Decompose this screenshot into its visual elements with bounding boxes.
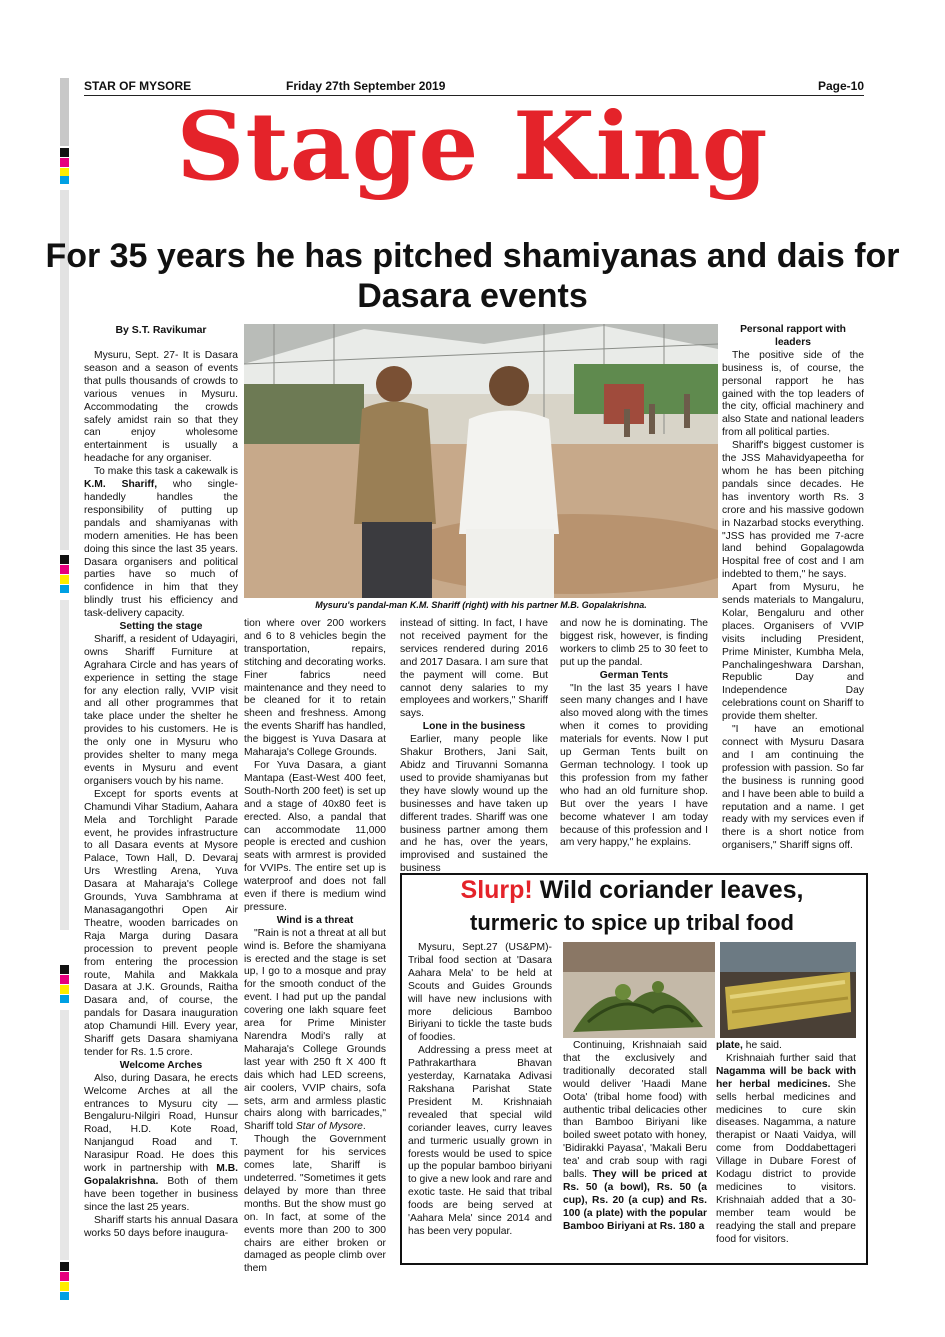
- text: Both of them have been together in business since the last 25 years.: [84, 1176, 238, 1213]
- paragraph: [84, 466, 238, 621]
- reg-black: [60, 555, 69, 564]
- section-heading: German Tents: [599, 669, 669, 681]
- turmeric-photo: [720, 942, 856, 1038]
- paragraph: Shariff starts his annual Dasara works 50 days before inaugura-: [84, 1214, 238, 1239]
- paragraph: "I have an emotional connect with Mysuru Dasara and I am continuing the profession with passion. So far the business is running good and I have been able to build a reputation and a name. I get ready with my services even if there is a short notice from organisers," Shariff signs off.: [722, 724, 864, 852]
- sidebar-column-3: [716, 1040, 856, 1247]
- paragraph: [84, 1073, 238, 1215]
- paragraph: For Yuva Dasara, a giant Mantapa (East-West 400 feet, South-North 200 feet) is set up and a stage of 40x80 feet is erected. Also, a pandal that can accommodate 11,000 people is erected and cushion seats with armrest is provided for VVIPs. The entire set up is waterproof and does not fall even if there is medium wind pressure.: [244, 759, 386, 913]
- byline: By S.T. Ravikumar: [115, 324, 207, 336]
- paragraph: Though the Government payment for his services comes late, Shariff is undeterred. "Sometimes it gets delayed by more than three months. But the show must go on. In fact, at some of the events more than 200 to 300 chairs are either broken or damaged as people climb over them: [244, 1134, 386, 1275]
- paragraph: Mysuru, Sept. 27- It is Dasara season and a season of events that pulls thousands of crowds to various venues in Mysuru. Accommodating the crowds safely amidst rain so that they can enjoy wholesome entertainment is usually a headache for any organiser.: [84, 350, 238, 465]
- text: Continuing, Krishnaiah said that the exclusively and traditionally decorated stall would deliver 'Haadi Mane Oota' (tribal home food) with authentic tribal delicacies other than Bamboo Biriyani like boiled sweet potato with honey, 'Bidirakki Payasa', 'Makali Beru tea' and crab soup with ragi balls.: [563, 1040, 707, 1181]
- photo-caption: Mysuru's pandal-man K.M. Shariff (right) with his partner M.B. Gopalakrishna.: [315, 600, 647, 610]
- text: Krishnaiah further said that: [726, 1052, 856, 1064]
- sidebar-subheadline: turmeric to spice up tribal food: [470, 910, 794, 935]
- paragraph: "In the last 35 years I have seen many changes and I have also moved along with the times when it comes to providing materials for events. Now I put up German Tents built on German technology. I took up this profession from my father who had an old furniture shop. But over the years I have become whatever I am today because of this profession and I am very happy," he explains.: [560, 682, 708, 849]
- reg-black: [60, 965, 69, 974]
- paragraph: Shariff's biggest customer is the JSS Mahavidyapeetha for whom he has been pitching pandals since decades. He has inventory worth Rs. 3 crore and his massive godown in Nazarbad stocks everything. "JSS has provided me 7-acre land behind Gopalagowda Hospital free of cost and I am indebted to them," he says.: [722, 440, 864, 581]
- sidebar-column-2: [563, 1040, 707, 1234]
- main-photo: [244, 324, 718, 598]
- turmeric-illustration: [720, 942, 856, 1038]
- bold-text: Nagamma will be back with her herbal medicines.: [716, 1065, 856, 1090]
- coriander-illustration: [563, 942, 715, 1038]
- text: .: [362, 1121, 366, 1133]
- paragraph: The positive side of the business is, of course, the personal rapport he has gained with the top leaders of the city, official machinery and also State and national leaders from all political parties.: [722, 349, 864, 439]
- section-heading: Welcome Arches: [119, 1059, 203, 1071]
- subheadline: For 35 years he has pitched shamiyanas and dais for Dasara events: [45, 237, 900, 315]
- bold-text: plate,: [716, 1040, 743, 1051]
- reg-cyan: [60, 995, 69, 1003]
- text: "Rain is not a threat at all but wind is. Before the shamiyana is erected and the stage is set up, I go to a mosque and pray for the smooth conduct of the event. I had put up the pandal covering one lakh square feet area for Prime Minister Narendra Modi's rally at Maharaja's College Grounds last year with 250 ft X 400 ft dais which had LED screens, air coolers, VVIP chairs, sofa sets, arm and armless plastic chairs along with barricades," Shariff told: [244, 927, 386, 1133]
- section-heading: Wind is a threat: [276, 914, 354, 926]
- paragraph: [244, 928, 386, 1135]
- reg-yellow: [60, 575, 69, 584]
- page-number: Page-10: [817, 79, 864, 93]
- paragraph: Shariff, a resident of Udayagiri, owns Shariff Furniture at Agrahara Circle and has years of experience in setting the stage for any election rally, VVIP visit and all other programmes that take place under the shelter he provides to his customers. He is the only one in Mysuru who provides shelter to many mega events in Mysuru and event organisers vouch by his name.: [84, 633, 238, 787]
- text: Also, during Dasara, he erects Welcome Arches at all the entrances to Mysuru city — Bengaluru-Nilgiri Road, Hunsur Road, H.D. Kote Road, Nanjangud Road and T. Narasipur Road. He does this work in partnership with: [84, 1072, 238, 1175]
- reg-cyan: [60, 585, 69, 593]
- paper-name: STAR OF MYSORE: [84, 79, 192, 93]
- headline: Stage King: [176, 92, 769, 202]
- headline-red: Slurp!: [460, 876, 533, 904]
- article-column-3: [400, 618, 548, 876]
- text: She sells herbal medicines and medicines to cure skin diseases. Nagamma, a nature therapist or Naati Vaidya, will come from Doddabettageri Village in Dubare Forest of Kodagu district to provide medicines to visitors. Krishnaiah added that a 30-member team would be readying the stall and prepare food for visitors.: [716, 1078, 856, 1245]
- reg-black: [60, 1262, 69, 1271]
- bold-name: K.M. Shariff,: [84, 479, 158, 491]
- text: he said.: [742, 1040, 782, 1051]
- grey-bar: [60, 1010, 69, 1260]
- issue-date: Friday 27th September 2019: [286, 79, 446, 93]
- paragraph: Mysuru, Sept.27 (US&PM)- Tribal food section at 'Dasara Aahara Mela' to be held at Scouts and Guides Grounds will have new inclusions with more delicious Bamboo Biriyani to tickle the taste buds of foodies.: [408, 942, 552, 1044]
- reg-magenta: [60, 1272, 69, 1281]
- reg-yellow: [60, 1282, 69, 1291]
- section-heading: Setting the stage: [119, 621, 203, 633]
- bold-prices: They will be priced at Rs. 50 (a bowl), Rs. 50 (a cup), Rs. 20 (a cup) and Rs. 100 (a plate) with the popular Bamboo Biriyani at Rs. 180 a: [563, 1169, 708, 1232]
- sidebar-column-1: [408, 942, 552, 1239]
- photo-illustration: [244, 324, 718, 598]
- headline-black: Wild coriander leaves,: [539, 876, 804, 904]
- bold-name: M.B. Gopalakrishna.: [84, 1163, 238, 1187]
- article-column-2: [244, 618, 386, 1276]
- reg-magenta: [60, 565, 69, 574]
- paragraph: tion where over 200 workers and 6 to 8 vehicles begin the transportation, repairs, stitching and decorating works. Finer fabrics need maintenance and they need to be cleaned for it to retain sheen and freshness. Among the events Shariff has handled, the biggest is Yuva Dasara at Maharaja's College Grounds.: [244, 618, 386, 759]
- coriander-photo: [563, 942, 715, 1038]
- paragraph: Addressing a press meet at Pathrakarthara Bhavan yesterday, Karnataka Adivasi Rakshana Parishat State President M. Krishnaiah revealed that special wild coriander leaves, curry leaves and turmeric usually grown in forests would be used to spice up the popular bamboo biriyani to give a new look and rare and exotic taste. He said that tribal foods are being served at 'Aahara Mela' since 2014 and has been very popular.: [408, 1045, 552, 1237]
- reg-cyan: [60, 1292, 69, 1300]
- paragraph: Apart from Mysuru, he sends materials to Mangaluru, Kolar, Bengaluru and other places. Organisers of VVIP visits including President, Prime Minister, Kumbha Mela, Panchalingeshwara Darshan, Republic Day and Independence Day celebrations count on Shariff to provide them shelter.: [722, 582, 864, 723]
- paragraph: [716, 1040, 856, 1053]
- paper-name-italic: Star of Mysore: [295, 1121, 363, 1133]
- section-heading: Lone in the business: [422, 721, 526, 733]
- paragraph: [716, 1053, 856, 1247]
- paragraph: Earlier, many people like Shakur Brothers, Jani Sait, Abidz and Tiruvanni Somanna used to provide shamiyanas but they have slowly wound up the businesses and have taken up different trades. Shariff was one business partner among them and he has, over the years, improvised and sustained the business: [400, 734, 548, 875]
- reg-magenta: [60, 975, 69, 984]
- section-heading: Personal rapport with leaders: [740, 324, 846, 348]
- sidebar-headline: [402, 875, 862, 905]
- article-column-4: [560, 618, 708, 850]
- article-column-1: [84, 350, 238, 1241]
- reg-yellow: [60, 985, 69, 994]
- paragraph: [563, 1040, 707, 1234]
- text: who single-handedly handles the responsibility of putting up pandals and shamiyanas with modern amenities. He has been doing this since the last 35 years. Dasara organisers and political parties have so much of confidence in him that they blindly trust his efficiency and task-delivery capacity.: [84, 479, 238, 620]
- paragraph: instead of sitting. In fact, I have not received payment for the services rendered during 2016 and 2017 Dasara. I am sure that the payment will come. But cannot deny salaries to my employees and workers," Shariff says.: [400, 618, 548, 720]
- text: To make this task a cakewalk is: [94, 466, 238, 478]
- grey-bar: [60, 600, 69, 930]
- paragraph: and now he is dominating. The biggest risk, however, is finding workers to climb 25 to 30 feet to put up the pandal.: [560, 618, 708, 668]
- paragraph: Except for sports events at Chamundi Vihar Stadium, Aahara Mela and Torchlight Parade event, he provides infrastructure to all Dasara events at Mysore Palace, Town Hall, D. Devaraj Urs Wrestling Arena, Yuva Dasara at Maharaja's College Grounds, Yuva Sambhrama at Manasagangothri Open Air Theatre, wooden barricades on Raja Marga during Dasara procession to prevent people from entering the procession route, Mahila and Makkala Dasara at J.K. Grounds, Raitha Dasara and, of course, the pandals for Dasara inauguration atop Chamundi Hill. Every year, Shariff gets Dasara shamiyana tender for Rs. 1.5 crore.: [84, 788, 238, 1058]
- article-column-5: [722, 324, 864, 853]
